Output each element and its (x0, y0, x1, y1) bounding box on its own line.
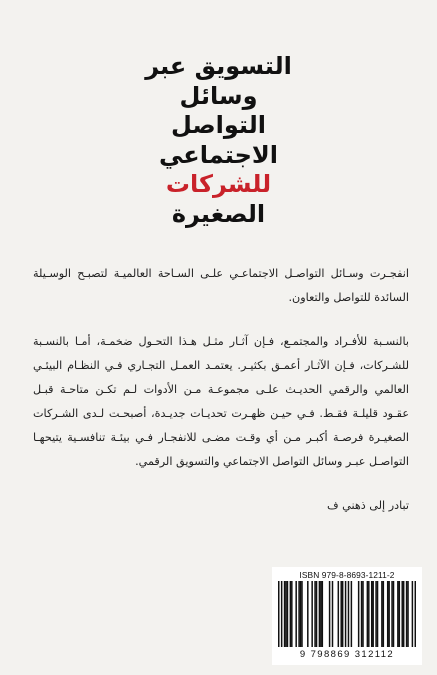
barcode-bar (301, 581, 303, 647)
barcode-bar (367, 581, 369, 647)
barcode-bar (316, 581, 318, 647)
isbn-barcode (272, 567, 422, 665)
barcode-bar (387, 581, 389, 647)
barcode-bar (322, 581, 324, 647)
title-line-1: التسويق عبر (145, 52, 292, 80)
isbn-label: ISBN 979-8-8693-1211-2 (299, 570, 395, 580)
barcode-bar (361, 581, 363, 647)
title-line-3: التواصل (171, 111, 266, 139)
book-title (80, 52, 357, 229)
barcode-bar (397, 581, 399, 647)
barcode-bar (329, 581, 331, 647)
title-line-5-highlight: للشركات (165, 170, 272, 198)
barcode-bar (403, 581, 405, 647)
blurb (33, 262, 409, 518)
blurb-paragraph-2: بالنسـبة للأفـراد والمجتمـع، فـإن آثـار مثـل هـذا التحـول ضخمـة، أمـا بالنسـبة للشـركات، فـإن الآثـار أعمـق بكثيـر. يعتمـد العمـل التجـاري فـي النظـام البيئـي العالمي والرقمي الحديـث علـى مجموعـة مـن الأدوات لـم تكـن متاحـة قبـل عقـود قليلـة فقـط. فـي حيـن ظهـرت تحديـات جديـدة، أصبحـت لـدى الشـركات الصغيـرة فرصـة أكبـر مـن أي وقـت مضـى للانفجـار فـي بيئـة تنافسـية يتيحهـا التواصـل عبـر وسائل التواصل الاجتماعي والتسويق الرقمي. (33, 335, 409, 468)
barcode-bar (383, 581, 385, 647)
barcode-bar (345, 581, 347, 647)
barcode-bar (287, 581, 289, 647)
barcode-bar (298, 581, 300, 647)
barcode-bar (291, 581, 293, 647)
barcode-bar (399, 581, 401, 647)
barcode-bar (415, 581, 416, 647)
barcode-bar (314, 581, 316, 647)
barcode-bar (391, 581, 393, 647)
barcode-bar (320, 581, 322, 647)
barcode-bar (338, 581, 340, 647)
barcode-bar (281, 581, 283, 647)
barcode-bar (377, 581, 379, 647)
title-line-6: الصغيرة (171, 199, 266, 228)
title-line-4: الاجتماعي (159, 140, 278, 169)
barcode-bar (358, 581, 360, 647)
barcode-bar (342, 581, 344, 647)
barcode-bar (319, 581, 321, 647)
barcode-bar (388, 581, 390, 647)
barcode-bar (372, 581, 374, 647)
barcode-bar (406, 581, 408, 647)
blurb-paragraph-1: انفجـرت وسـائل التواصـل الاجتماعـي علـى السـاحة العالميـة لتصبـح الوسـيلة السائدة للتواصل والتعاون. (33, 267, 409, 304)
barcode-bar (351, 581, 353, 647)
barcode-bar (412, 581, 414, 647)
barcode-bar (300, 581, 302, 647)
barcode-bar (375, 581, 377, 647)
barcode-bar (407, 581, 409, 647)
barcode-bar (332, 581, 334, 647)
barcode-bar (393, 581, 395, 647)
title-line-2: وسائل (179, 81, 258, 110)
barcode-bar (295, 581, 297, 647)
barcode-bar (368, 581, 370, 647)
barcode-bar (278, 581, 280, 647)
barcode-bar (401, 581, 403, 647)
barcode-bar (284, 581, 286, 647)
barcode-bar (311, 581, 313, 647)
barcode-bar (340, 581, 342, 647)
barcode-bars (278, 581, 416, 647)
barcode-bar (362, 581, 364, 647)
barcode-bar (348, 581, 350, 647)
barcode-bar (285, 581, 287, 647)
barcode-bar (290, 581, 292, 647)
barcode-bar (307, 581, 309, 647)
blurb-paragraph-3: تبادر إلى ذهني ف (327, 499, 409, 512)
barcode-bar (381, 581, 383, 647)
barcode-digits: 9 798869 312112 (299, 649, 395, 660)
barcode-bar (371, 581, 373, 647)
